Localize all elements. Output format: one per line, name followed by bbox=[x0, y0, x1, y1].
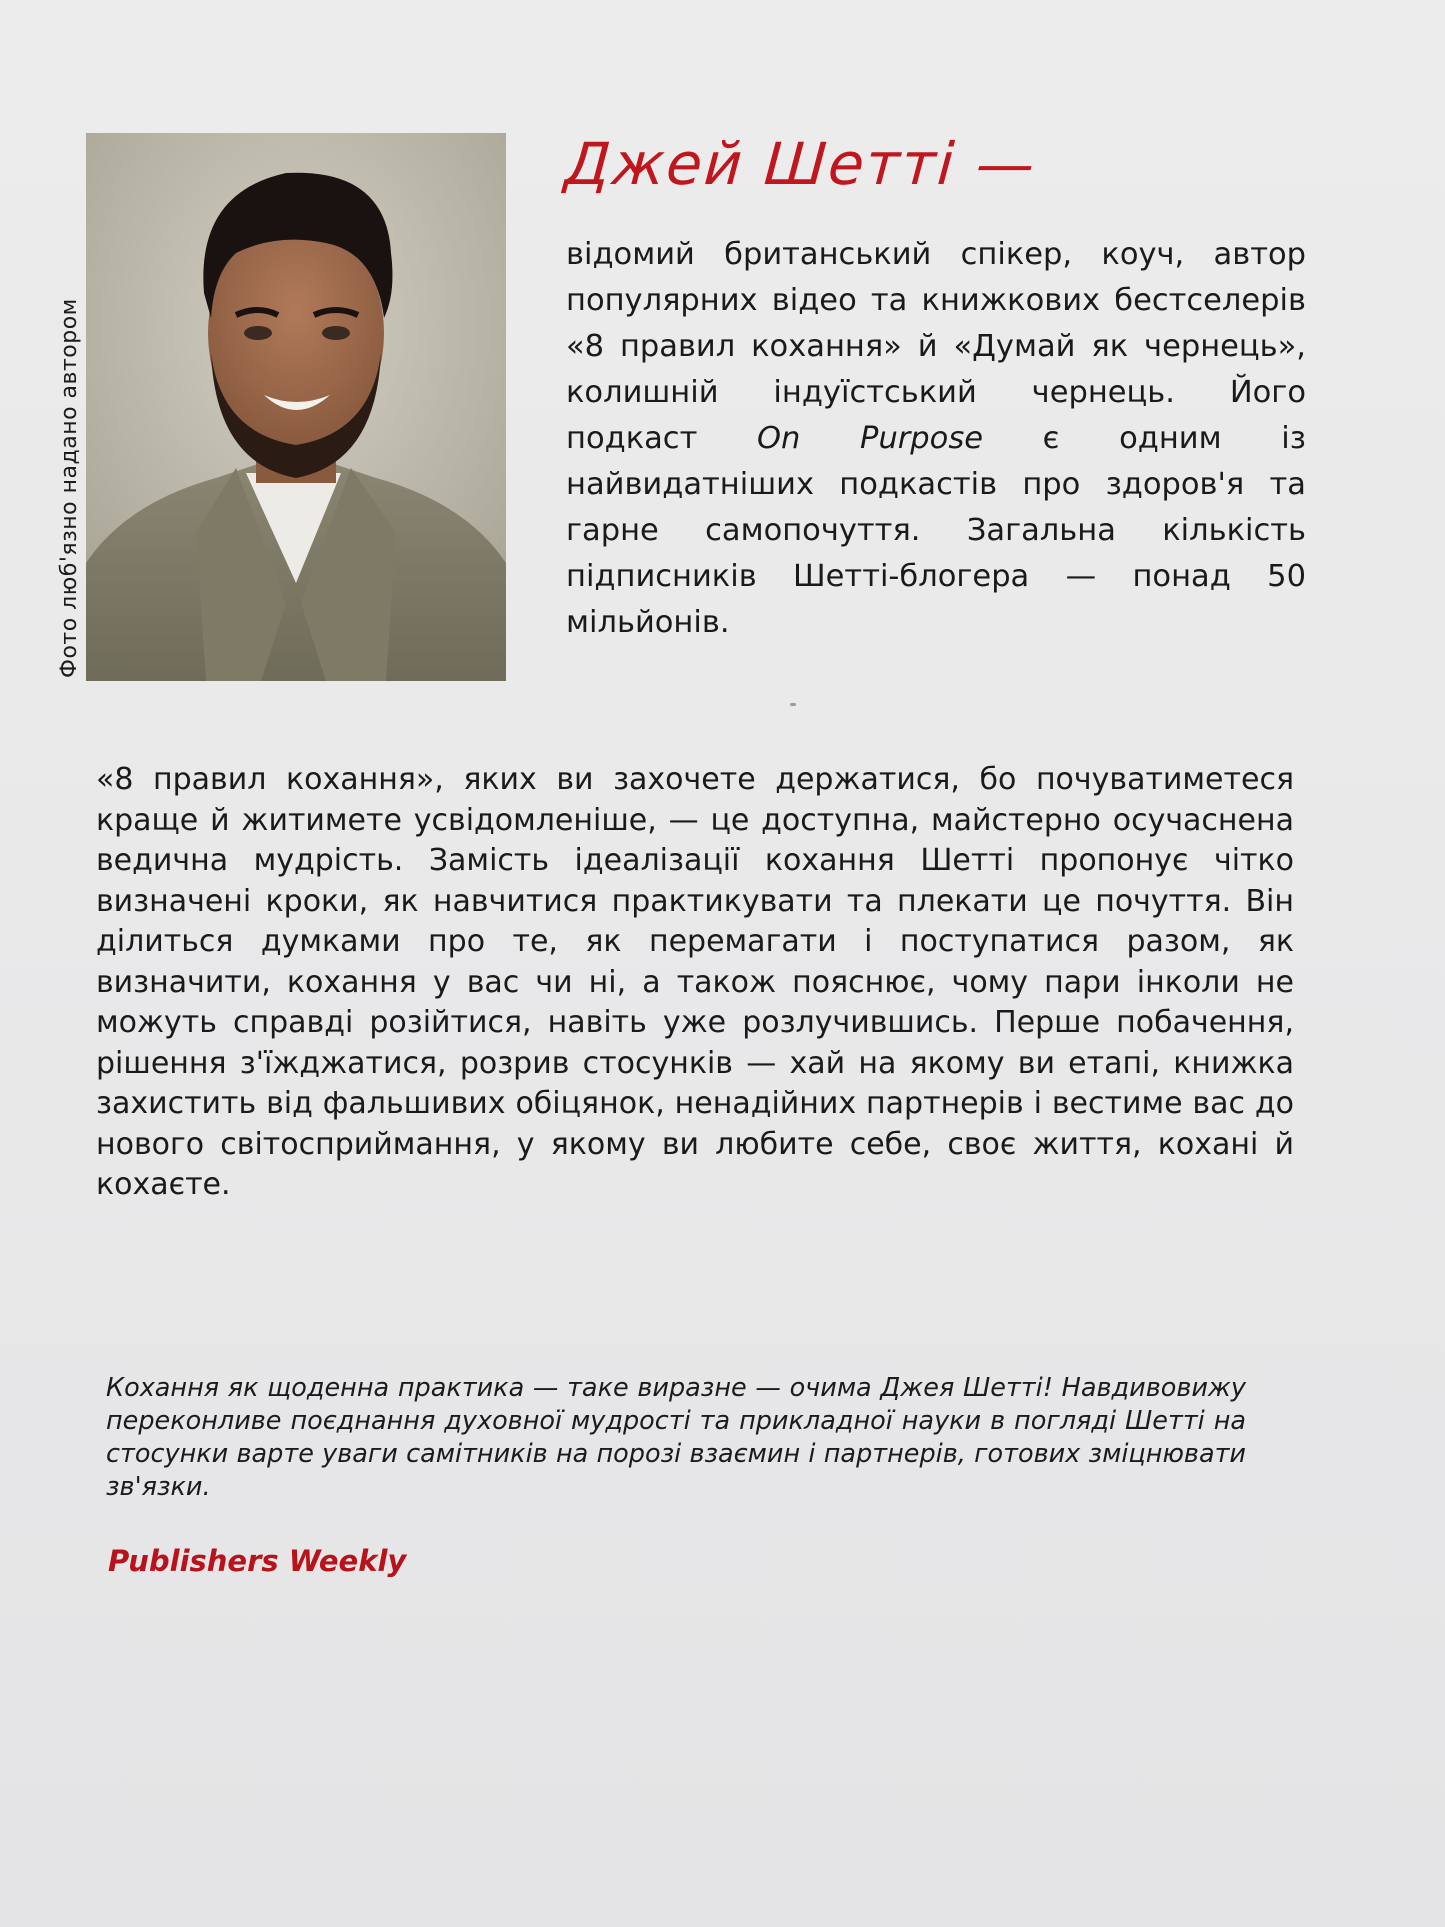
review-source: Publishers Weekly bbox=[108, 1544, 407, 1578]
decorative-dot bbox=[790, 703, 796, 706]
book-description: «8 правил кохання», яких ви захочете держатися, бо почуватиметеся краще й житимете усвідомленіше, — це доступна, майстерно осучаснена ведична мудрість. Замість ідеалізації кохання Шетті пропонує чітко визначені кроки, як навчитися практикувати та плекати це почуття. Він ділиться думками про те, як перемагати і поступатися разом, як визначити, кохання у вас чи ні, а також пояснює, чому пари інколи не можуть справді розійтися, навіть уже розлучившись. Перше побачення, рішення з'їжджатися, розрив стосунків — хай на якому ви етапі, книжка захистить від фальшивих обіцянок, ненадійних партнерів і вестиме вас до нового світосприймання, у якому ви любите себе, своє життя, кохані й кохаєте. bbox=[96, 762, 1294, 1202]
review-quote: Кохання як щоденна практика — таке виразне — очима Джея Шетті! Навдивовижу переконливе поєднання духовної мудрості та прикладної науки в погляді Шетті на стосунки варте уваги самітників на порозі взаємин і партнерів, готових зміцнювати зв'язки. bbox=[106, 1373, 1246, 1502]
author-bio-part2: є одним із найвидатніших подкастів про здоров'я та гарне самопочуття. Загальна кількість підписників Шетті-блогера — понад 50 мільйонів. bbox=[566, 421, 1306, 640]
author-bio-part1: відомий британський спікер, коуч, автор популярних відео та книжкових бестселерів «8 правил кохання» й «Думай як чернець», колишній індуїстський чернець. Його подкаст bbox=[566, 237, 1306, 456]
author-photo bbox=[86, 133, 506, 681]
photo-credit: Фото люб'язно надано автором bbox=[57, 298, 82, 678]
author-title: Джей Шетті — bbox=[562, 130, 1039, 198]
podcast-name: On Purpose bbox=[757, 421, 983, 456]
author-bio bbox=[566, 232, 1306, 646]
